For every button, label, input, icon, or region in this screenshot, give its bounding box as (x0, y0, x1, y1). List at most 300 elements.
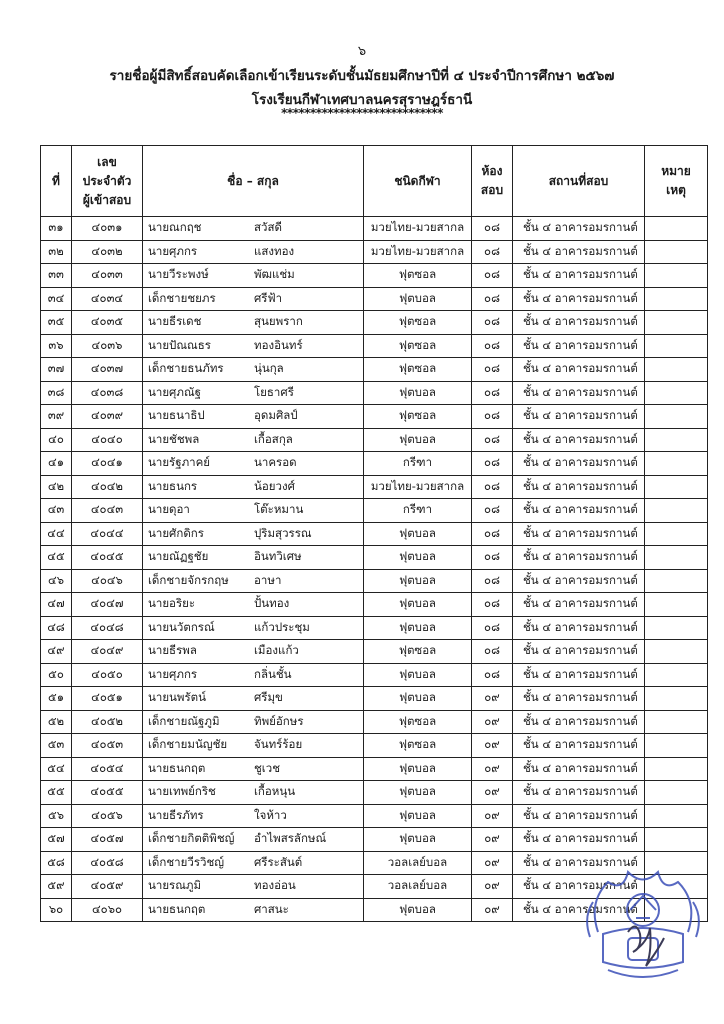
sport-type: กรีฑา (364, 452, 472, 476)
header-room (472, 146, 513, 217)
last-name: แสงทอง (254, 243, 295, 258)
sport-type: ฟุตบอล (364, 687, 472, 711)
table-row (41, 593, 708, 617)
exam-id: ๔๐๕๙ (72, 875, 143, 899)
remark (645, 381, 708, 405)
row-number: ๓๘ (41, 381, 72, 405)
row-number: ๔๗ (41, 593, 72, 617)
remark (645, 616, 708, 640)
first-name: เด็กชายมนัญชัย (148, 737, 228, 752)
exam-room: ๐๘ (472, 546, 513, 570)
remark (645, 522, 708, 546)
full-name (143, 710, 364, 734)
sport-type: กรีฑา (364, 499, 472, 523)
last-name: เมืองแก้ว (254, 643, 299, 658)
exam-location: ชั้น ๔ อาคารอมรกานต์ (513, 687, 645, 711)
table-row (41, 616, 708, 640)
remark (645, 311, 708, 335)
last-name: อำไพสรลักษณ์ (254, 831, 327, 846)
exam-location: ชั้น ๔ อาคารอมรกานต์ (513, 734, 645, 758)
remark (645, 640, 708, 664)
row-number: ๔๕ (41, 546, 72, 570)
exam-room: ๐๙ (472, 734, 513, 758)
sport-type: มวยไทย-มวยสากล (364, 475, 472, 499)
last-name: โยธาศรี (254, 384, 294, 399)
row-number: ๔๖ (41, 569, 72, 593)
last-name: จันทร์ร้อย (254, 737, 303, 752)
last-name: ศรีมุข (254, 690, 283, 705)
remark (645, 757, 708, 781)
remark (645, 358, 708, 382)
sport-type: ฟุตบอล (364, 593, 472, 617)
table-row (41, 663, 708, 687)
sport-type: ฟุตซอล (364, 358, 472, 382)
full-name (143, 522, 364, 546)
table-row (41, 734, 708, 758)
exam-room: ๐๙ (472, 828, 513, 852)
full-name (143, 734, 364, 758)
exam-id: ๔๐๔๒ (72, 475, 143, 499)
exam-location: ชั้น ๔ อาคารอมรกานต์ (513, 381, 645, 405)
sport-type: ฟุตซอล (364, 264, 472, 288)
header-no: ที่ (41, 146, 72, 217)
exam-room: ๐๘ (472, 475, 513, 499)
header-room-line2: สอบ (480, 183, 504, 197)
last-name: ทิพย์อักษร (254, 713, 304, 728)
last-name: กลิ่นชั้น (254, 666, 292, 681)
remark (645, 663, 708, 687)
first-name: นายธีรเดช (148, 314, 202, 329)
full-name (143, 898, 364, 922)
row-number: ๕๓ (41, 734, 72, 758)
table-row (41, 522, 708, 546)
row-number: ๕๐ (41, 663, 72, 687)
first-name: นายศุภกร (148, 666, 198, 681)
full-name (143, 358, 364, 382)
exam-id: ๔๐๕๗ (72, 828, 143, 852)
first-name: นายณัฏฐชัย (148, 549, 209, 564)
exam-id: ๔๐๔๔ (72, 522, 143, 546)
remark (645, 475, 708, 499)
row-number: ๔๐ (41, 428, 72, 452)
exam-id: ๔๐๓๔ (72, 287, 143, 311)
remark (645, 781, 708, 805)
first-name: นายณกฤช (148, 220, 202, 235)
header-note-line2: เหตุ (666, 183, 686, 197)
table-row (41, 781, 708, 805)
exam-room: ๐๘ (472, 287, 513, 311)
sport-type: ฟุตบอล (364, 546, 472, 570)
exam-id: ๔๐๕๐ (72, 663, 143, 687)
remark (645, 569, 708, 593)
row-number: ๓๗ (41, 358, 72, 382)
full-name (143, 311, 364, 335)
sport-type: ฟุตซอล (364, 734, 472, 758)
table-row (41, 710, 708, 734)
table-row (41, 569, 708, 593)
first-name: เด็กชายจักรกฤษ (148, 572, 229, 587)
exam-id: ๔๐๕๕ (72, 781, 143, 805)
last-name: อุดมศิลป์ (254, 408, 298, 423)
full-name (143, 640, 364, 664)
full-name (143, 287, 364, 311)
header-exam-id-line1: เลข (97, 154, 117, 169)
exam-location: ชั้น ๔ อาคารอมรกานต์ (513, 593, 645, 617)
remark (645, 240, 708, 264)
exam-id: ๔๐๕๖ (72, 804, 143, 828)
header-exam-id-line3: ผู้เข้าสอบ (82, 192, 132, 207)
exam-room: ๐๙ (472, 781, 513, 805)
exam-room: ๐๘ (472, 428, 513, 452)
first-name: นายธนกฤต (148, 760, 206, 775)
full-name (143, 334, 364, 358)
first-name: นายศุภณัฐ (148, 384, 201, 399)
exam-room: ๐๘ (472, 499, 513, 523)
table-row (41, 381, 708, 405)
row-number: ๓๑ (41, 217, 72, 241)
exam-id: ๔๐๕๑ (72, 687, 143, 711)
exam-id: ๔๐๕๔ (72, 757, 143, 781)
full-name (143, 475, 364, 499)
first-name: นายเทพย์กริช (148, 784, 216, 799)
row-number: ๔๔ (41, 522, 72, 546)
title-divider: **************************** (281, 106, 443, 120)
table-row (41, 334, 708, 358)
row-number: ๕๙ (41, 875, 72, 899)
sport-type: ฟุตบอล (364, 428, 472, 452)
last-name: ใจห้าว (254, 807, 287, 822)
row-number: ๓๒ (41, 240, 72, 264)
exam-room: ๐๘ (472, 381, 513, 405)
row-number: ๓๙ (41, 405, 72, 429)
remark (645, 734, 708, 758)
table-row (41, 405, 708, 429)
exam-location: ชั้น ๔ อาคารอมรกานต์ (513, 475, 645, 499)
full-name (143, 804, 364, 828)
table-row (41, 358, 708, 382)
sport-type: ฟุตบอล (364, 381, 472, 405)
exam-location: ชั้น ๔ อาคารอมรกานต์ (513, 428, 645, 452)
full-name (143, 428, 364, 452)
exam-room: ๐๙ (472, 898, 513, 922)
first-name: นายนวัตกรณ์ (148, 619, 215, 634)
header-note (645, 146, 708, 217)
first-name: นายดุอา (148, 502, 190, 517)
exam-id: ๔๐๔๓ (72, 499, 143, 523)
remark (645, 217, 708, 241)
exam-location: ชั้น ๔ อาคารอมรกานต์ (513, 522, 645, 546)
exam-location: ชั้น ๔ อาคารอมรกานต์ (513, 851, 645, 875)
sport-type: ฟุตบอล (364, 522, 472, 546)
first-name: นายอริยะ (148, 596, 196, 611)
first-name: นายธนาธิป (148, 408, 205, 423)
row-number: ๔๒ (41, 475, 72, 499)
exam-id: ๔๐๖๐ (72, 898, 143, 922)
exam-room: ๐๘ (472, 593, 513, 617)
exam-location: ชั้น ๔ อาคารอมรกานต์ (513, 264, 645, 288)
full-name (143, 757, 364, 781)
exam-id: ๔๐๔๐ (72, 428, 143, 452)
full-name (143, 569, 364, 593)
row-number: ๓๓ (41, 264, 72, 288)
sport-type: ฟุตซอล (364, 334, 472, 358)
exam-location: ชั้น ๔ อาคารอมรกานต์ (513, 616, 645, 640)
sport-type: ฟุตบอล (364, 828, 472, 852)
table-header-row (41, 146, 708, 217)
table-row (41, 217, 708, 241)
exam-room: ๐๘ (472, 264, 513, 288)
row-number: ๕๖ (41, 804, 72, 828)
first-name: นายรณภูมิ (148, 878, 202, 893)
sport-type: มวยไทย-มวยสากล (364, 240, 472, 264)
full-name (143, 240, 364, 264)
table-body (41, 217, 708, 922)
header-exam-id-line2: ประจำตัว (82, 173, 132, 188)
full-name (143, 499, 364, 523)
last-name: นุ่นกุล (254, 361, 284, 376)
exam-id: ๔๐๓๓ (72, 264, 143, 288)
first-name: นายศักดิกร (148, 525, 204, 540)
exam-id: ๔๐๔๗ (72, 593, 143, 617)
sport-type: ฟุตบอล (364, 569, 472, 593)
sport-type: วอลเลย์บอล (364, 875, 472, 899)
exam-id: ๔๐๓๑ (72, 217, 143, 241)
remark (645, 593, 708, 617)
table-row (41, 804, 708, 828)
remark (645, 710, 708, 734)
remark (645, 546, 708, 570)
row-number: ๓๕ (41, 311, 72, 335)
exam-id: ๔๐๕๓ (72, 734, 143, 758)
exam-id: ๔๐๓๒ (72, 240, 143, 264)
exam-location: ชั้น ๔ อาคารอมรกานต์ (513, 311, 645, 335)
first-name: เด็กชายวีรวิชญ์ (148, 854, 225, 869)
exam-location: ชั้น ๔ อาคารอมรกานต์ (513, 640, 645, 664)
row-number: ๔๘ (41, 616, 72, 640)
exam-id: ๔๐๕๒ (72, 710, 143, 734)
first-name: นายศุภกร (148, 243, 198, 258)
exam-room: ๐๙ (472, 804, 513, 828)
sport-type: ฟุตซอล (364, 710, 472, 734)
exam-location: ชั้น ๔ อาคารอมรกานต์ (513, 287, 645, 311)
exam-id: ๔๐๔๑ (72, 452, 143, 476)
remark (645, 334, 708, 358)
exam-room: ๐๘ (472, 522, 513, 546)
remark (645, 428, 708, 452)
table-row (41, 287, 708, 311)
exam-room: ๐๙ (472, 710, 513, 734)
sport-type: ฟุตบอล (364, 804, 472, 828)
sport-type: ฟุตบอล (364, 898, 472, 922)
exam-room: ๐๙ (472, 757, 513, 781)
table-row (41, 757, 708, 781)
last-name: ทองอ่อน (254, 878, 296, 893)
first-name: นายวีระพงษ์ (148, 267, 209, 282)
exam-location: ชั้น ๔ อาคารอมรกานต์ (513, 757, 645, 781)
remark (645, 452, 708, 476)
sport-type: ฟุตซอล (364, 405, 472, 429)
full-name (143, 875, 364, 899)
last-name: ทองอินทร์ (254, 337, 303, 352)
remark (645, 804, 708, 828)
exam-location: ชั้น ๔ อาคารอมรกานต์ (513, 569, 645, 593)
exam-id: ๔๐๔๖ (72, 569, 143, 593)
header-exam-id (72, 146, 143, 217)
exam-id: ๔๐๕๘ (72, 851, 143, 875)
table-row (41, 475, 708, 499)
first-name: เด็กชายชยภร (148, 290, 216, 305)
first-name: นายชัชพล (148, 431, 200, 446)
first-name: นายรัฐภาคย์ (148, 455, 211, 470)
last-name: พัฒแช่ม (254, 267, 295, 282)
exam-room: ๐๙ (472, 875, 513, 899)
last-name: สวัสดี (254, 220, 282, 235)
full-name (143, 616, 364, 640)
exam-location: ชั้น ๔ อาคารอมรกานต์ (513, 663, 645, 687)
first-name: นายธนกฤต (148, 901, 206, 916)
sport-type: ฟุตบอล (364, 287, 472, 311)
table-row (41, 640, 708, 664)
exam-location: ชั้น ๔ อาคารอมรกานต์ (513, 358, 645, 382)
first-name: นายธีรภัทร (148, 807, 204, 822)
table-row (41, 428, 708, 452)
header-sport: ชนิดกีฬา (364, 146, 472, 217)
remark (645, 499, 708, 523)
page-number: ๖ (357, 44, 367, 59)
exam-id: ๔๐๔๘ (72, 616, 143, 640)
table-row (41, 452, 708, 476)
full-name (143, 828, 364, 852)
sport-type: ฟุตบอล (364, 757, 472, 781)
exam-id: ๔๐๓๗ (72, 358, 143, 382)
exam-room: ๐๘ (472, 358, 513, 382)
remark (645, 687, 708, 711)
sport-type: ฟุตซอล (364, 640, 472, 664)
exam-room: ๐๘ (472, 616, 513, 640)
exam-location: ชั้น ๔ อาคารอมรกานต์ (513, 828, 645, 852)
first-name: เด็กชายกิตติพิชญ์ (148, 831, 235, 846)
exam-id: ๔๐๓๕ (72, 311, 143, 335)
exam-location: ชั้น ๔ อาคารอมรกานต์ (513, 452, 645, 476)
full-name (143, 781, 364, 805)
row-number: ๔๓ (41, 499, 72, 523)
table-row (41, 311, 708, 335)
exam-location: ชั้น ๔ อาคารอมรกานต์ (513, 898, 645, 922)
exam-location: ชั้น ๔ อาคารอมรกานต์ (513, 217, 645, 241)
first-name: เด็กชายณัฐภูมิ (148, 713, 220, 728)
row-number: ๖๐ (41, 898, 72, 922)
exam-room: ๐๙ (472, 851, 513, 875)
last-name: ศาสนะ (254, 901, 289, 916)
exam-room: ๐๘ (472, 569, 513, 593)
exam-location: ชั้น ๔ อาคารอมรกานต์ (513, 240, 645, 264)
table-row (41, 499, 708, 523)
table-row (41, 828, 708, 852)
sport-type: ฟุตบอล (364, 663, 472, 687)
row-number: ๕๒ (41, 710, 72, 734)
row-number: ๕๔ (41, 757, 72, 781)
table-row (41, 687, 708, 711)
exam-room: ๐๘ (472, 663, 513, 687)
header-name: ชื่อ – สกุล (143, 146, 364, 217)
full-name (143, 217, 364, 241)
full-name (143, 405, 364, 429)
first-name: เด็กชายธนภัทร (148, 361, 224, 376)
exam-id: ๔๐๓๖ (72, 334, 143, 358)
row-number: ๓๖ (41, 334, 72, 358)
full-name (143, 663, 364, 687)
last-name: ปุริมสุวรรณ (254, 525, 312, 540)
header-note-line1: หมาย (661, 164, 691, 178)
first-name: นายนพรัตน์ (148, 690, 207, 705)
sport-type: ฟุตซอล (364, 311, 472, 335)
last-name: ศรีฟ้า (254, 290, 283, 305)
row-number: ๓๔ (41, 287, 72, 311)
remark (645, 828, 708, 852)
remark (645, 405, 708, 429)
last-name: อาษา (254, 572, 282, 587)
full-name (143, 687, 364, 711)
exam-location: ชั้น ๔ อาคารอมรกานต์ (513, 546, 645, 570)
sport-type: ฟุตบอล (364, 781, 472, 805)
last-name: ศรีระสันต์ (254, 854, 303, 869)
header-room-line1: ห้อง (481, 164, 503, 178)
full-name (143, 546, 364, 570)
exam-location: ชั้น ๔ อาคารอมรกานต์ (513, 405, 645, 429)
full-name (143, 264, 364, 288)
last-name: โต๊ะหมาน (254, 502, 304, 517)
exam-room: ๐๘ (472, 640, 513, 664)
last-name: แก้วประชุม (254, 619, 310, 634)
exam-id: ๔๐๔๕ (72, 546, 143, 570)
last-name: ชูเวช (254, 760, 280, 775)
document-title: รายชื่อผู้มีสิทธิ์สอบคัดเลือกเข้าเรียนระดับชั้นมัธยมศึกษาปีที่ ๔ ประจำปีการศึกษา ๒๕๖๗ (109, 68, 615, 84)
table-row (41, 240, 708, 264)
full-name (143, 452, 364, 476)
last-name: น้อยวงศ์ (254, 478, 295, 493)
exam-room: ๐๘ (472, 240, 513, 264)
remark (645, 287, 708, 311)
sport-type: ฟุตบอล (364, 616, 472, 640)
first-name: นายธนกร (148, 478, 198, 493)
exam-room: ๐๘ (472, 311, 513, 335)
last-name: สุนยพราก (254, 314, 303, 329)
exam-room: ๐๙ (472, 687, 513, 711)
full-name (143, 851, 364, 875)
sport-type: วอลเลย์บอล (364, 851, 472, 875)
school-seal-icon (578, 862, 708, 990)
last-name: นาครอด (254, 455, 297, 470)
full-name (143, 593, 364, 617)
table-row (41, 264, 708, 288)
exam-location: ชั้น ๔ อาคารอมรกานต์ (513, 804, 645, 828)
last-name: อินทวิเศษ (254, 549, 302, 564)
row-number: ๔๑ (41, 452, 72, 476)
first-name: นายธีรพล (148, 643, 197, 658)
exam-location: ชั้น ๔ อาคารอมรกานต์ (513, 781, 645, 805)
school-name: โรงเรียนกีฬาเทศบาลนครสุราษฎร์ธานี (251, 92, 473, 108)
exam-room: ๐๘ (472, 217, 513, 241)
last-name: เกื้อหนุน (254, 784, 296, 799)
first-name: นายปัณณธร (148, 337, 211, 352)
exam-id: ๔๐๔๙ (72, 640, 143, 664)
exam-location: ชั้น ๔ อาคารอมรกานต์ (513, 499, 645, 523)
header-place: สถานที่สอบ (513, 146, 645, 217)
last-name: ปั้นทอง (254, 596, 290, 611)
exam-room: ๐๘ (472, 405, 513, 429)
last-name: เกื้อสกุล (254, 431, 293, 446)
exam-id: ๔๐๓๘ (72, 381, 143, 405)
